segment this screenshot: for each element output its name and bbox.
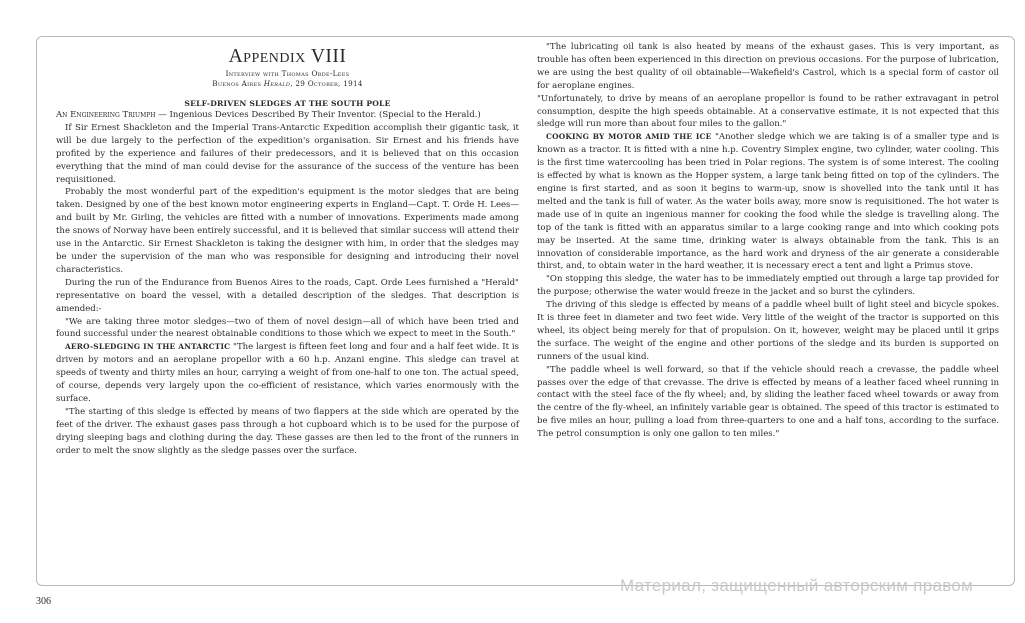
copyright-watermark: Материал, защищенный авторским правом [620, 576, 974, 595]
left-paragraph-1: If Sir Ernest Shackleton and the Imperial Trans-Antarctic Expedition accomplish their gigantic task, it will be due largely to the perfection of the expedition's organisation. Sir Ernest and his friends have profited by the experience and failures of their predecessors, and it is believed that on this occasion everything that the mind of man could devise for the assurance of the success of the venture has been requisitioned. [56, 122, 519, 185]
left-column [56, 45, 519, 457]
subtitle-line-1: Interview with Thomas Orde-Lees [225, 69, 350, 78]
cooking-text: "Another sledge which we are taking is of a smaller type and is known as a tractor. It is fitted with a nine h.p. Coventry Simplex engine, two cylinder, water cooling. This is the first time watercooling has been tried in Polar regions. The system is of some interest. The cooling is effected by what is known as the Hopper system, a large tank being fitted on top of the cylinders. The engine is first started, and as soon it begins to warm-up, snow is shovelled into the tank until it has melted and the tank is full of water. As the water boils away, more snow is requisitioned. The hot water is made use of in quite an ingenious manner for cooking the food while the sledge is travelling along. The top of the tank is fitted with an apparatus similar to a large cooking range and into which cooking pots may be inserted. At the same time, drinking water is always obtainable from the tank. This is an innovation of considerable importance, as the hard work and dryness of the air generate a considerable thirst, and, to obtain water in the hard weather, it is necessary erect a tent and light a Primus stove. [537, 132, 999, 272]
right-column [537, 41, 999, 441]
left-paragraph-4: "We are taking three motor sledges—two of them of novel design—all of which have been tried and found successful under the nearest obtainable conditions to those which we expect to meet in the South." [56, 316, 519, 340]
left-paragraph-6: "The starting of this sledge is effected by means of two flappers at the side which are operated by the feet of the driver. The exhaust gases pass through a hot cupboard which is to be used for the purpose of drying sleeping bags and clothing during the day. These gasses are then led to the front of the runners in order to melt the snow slightly as the sledge passes over the surface. [56, 406, 519, 456]
aero-sledging-heading: AERO-SLEDGING IN THE ANTARCTIC [65, 342, 231, 352]
right-paragraph-5: The driving of this sledge is effected by means of a paddle wheel built of light steel and bicycle spokes. It is three feet in diameter and two feet wide. Very little of the weight of the tractor is supported on this wheel, its object being merely for that of propulsion. On it, however, weight may be placed until it grips the surface. The weight of the engine and other portions of the sledge and its burden is supported on runners of the usual kind. [537, 300, 999, 362]
cooking-heading: COOKING BY MOTOR AMID THE ICE [546, 132, 712, 142]
left-paragraph-2: Probably the most wonderful part of the expedition's equipment is the motor sledges that are being taken. Designed by one of the best known motor engineering experts in England—Capt. T. Orde H. Lees—and built by Mr. Girling, the vehicles are fitted with a number of innovations. Experiments made among the snows of Norway have been entirely successful, and it is believed that similar success will attend their use in the Antarctic. Sir Ernest Shackleton is taking the designer with him, in order that the sledges may be under the supervision of the man who was responsible for designing and introducing their novel characteristics. [56, 187, 519, 275]
page-number: 306 [36, 596, 51, 607]
subtitle-line-2 [56, 79, 519, 89]
right-paragraph-1: "The lubricating oil tank is also heated by means of the exhaust gases. This is very important, as trouble has often been experienced in this direction on previous occasions. For the purpose of lubrication, we are using the best quality of oil obtainable—Wakefield's Castrol, which is a special form of castor oil for aeroplane engines. [537, 42, 999, 91]
right-paragraph-4: "On stopping this sledge, the water has to be immediately emptied out through a large tap provided for the purpose; otherwise the water would freeze in the jacket and so burst the cylinders. [537, 274, 999, 298]
right-paragraph-3 [537, 131, 999, 273]
intro-paragraph [56, 109, 519, 122]
appendix-title: Appendix VIII [228, 46, 347, 67]
intro-rest: — Ingenious Devices Described By Their Inventor. (Special to the Herald.) [155, 110, 481, 120]
right-paragraph-2: "Unfortunately, to drive by means of an aeroplane propellor is found to be rather extravagant in petrol consumption, despite the high speeds obtainable. At a conservative estimate, it is not expected that this sledge will run more than about four miles to the gallon." [537, 93, 999, 130]
section-heading: SELF-DRIVEN SLEDGES AT THE SOUTH POLE [184, 99, 391, 108]
intro-smallcaps: An Engineering Triumph [56, 110, 156, 120]
subtitle-suffix: , 29 October, 1914 [290, 79, 363, 88]
right-paragraph-6: "The paddle wheel is well forward, so that if the vehicle should reach a crevasse, the paddle wheel passes over the edge of that crevasse. The drive is effected by means of a leather faced wheel running in contact with the steel face of the fly wheel; and, by sliding the leather faced wheel towards or away from the centre of the fly-wheel, an infinitely variable gear is obtained. The speed of this tractor is estimated to be five miles an hour, pulling a load from three-quarters to one and a half tons, according to the surface. The petrol consumption is only one gallon to ten miles." [537, 364, 999, 440]
page-frame [36, 36, 1015, 586]
subtitle-italic: Herald [263, 79, 291, 88]
left-paragraph-3: During the run of the Endurance from Buenos Aires to the roads, Capt. Orde Lees furnished a "Herald" representative on board the vessel, with a detailed description of the sledges. That description is amended:- [56, 277, 519, 314]
left-paragraph-5 [56, 341, 519, 406]
subtitle-prefix: Buenos Aires [212, 79, 264, 88]
aero-sledging-text: "The largest is fifteen feet long and four and a half feet wide. It is driven by motors and an aeroplane propellor with a 60 h.p. Anzani engine. This sledge can travel at speeds of twenty and thirty miles an hour, carrying a weight of from one-half to one ton. The actual speed, of course, depends very largely upon the co-efficient of resistance, which varies enormously with the surface. [56, 342, 519, 404]
